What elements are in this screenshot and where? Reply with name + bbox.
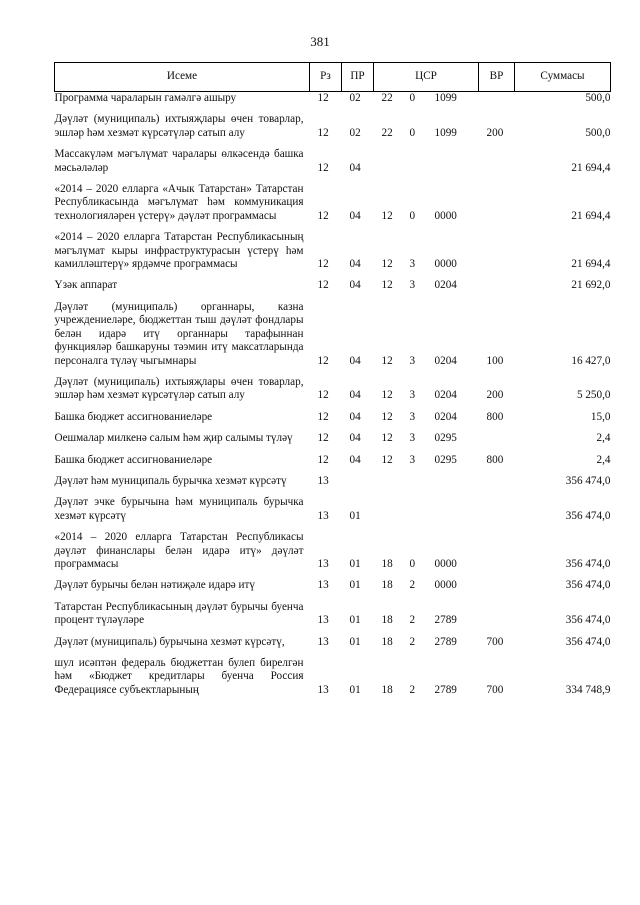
row-vr (479, 573, 515, 594)
row-rz: 12 (317, 161, 329, 174)
table-row (55, 595, 611, 630)
row-name: Башка бюджет ассигнованиеләре (54, 410, 213, 423)
row-rz: 13 (317, 683, 329, 696)
row-rz: 13 (317, 614, 329, 627)
row-sum: 21 692,0 (571, 279, 611, 292)
row-csr-1: 18 (381, 579, 393, 592)
row-name: Башка бюджет ассигнованиеләре (54, 453, 213, 466)
row-csr-2: 3 (409, 453, 416, 466)
row-csr-2: 2 (409, 614, 416, 627)
row-csr-1: 12 (381, 209, 393, 222)
row-rz: 12 (317, 410, 329, 423)
row-csr-1: 12 (381, 279, 393, 292)
row-rz: 13 (317, 579, 329, 592)
row-sum: 5 250,0 (576, 389, 611, 402)
row-pr: 04 (349, 258, 361, 271)
row-csr-2: 3 (409, 258, 416, 271)
row-csr-1: 12 (381, 410, 393, 423)
header-sum: Суммасы (515, 63, 611, 92)
row-sum: 16 427,0 (571, 354, 611, 367)
table-row (55, 107, 611, 142)
row-vr (479, 177, 515, 225)
row-vr (479, 490, 515, 525)
row-sum: 21 694,4 (571, 161, 611, 174)
row-csr-2 (402, 490, 427, 525)
table-body (55, 92, 611, 700)
row-vr: 700 (486, 683, 504, 696)
row-csr-3: 0204 (434, 279, 457, 292)
row-csr-3: 0204 (434, 410, 457, 423)
row-csr-2: 0 (409, 92, 416, 104)
row-csr-2: 2 (409, 635, 416, 648)
row-csr-3: 0204 (434, 354, 457, 367)
row-pr: 04 (349, 432, 361, 445)
row-csr-3: 0295 (434, 453, 457, 466)
row-pr: 01 (349, 579, 361, 592)
row-name: Дәүләт (муниципаль) ихтыяҗлары өчен товарлар, эшләр һәм хезмәт күрсәтүләр сатып алу (54, 375, 304, 402)
row-rz: 12 (317, 279, 329, 292)
table-row (55, 92, 611, 108)
row-name: Дәүләт (муниципаль) ихтыяҗлары өчен товарлар, эшләр һәм хезмәт күрсәтүләр сатып алу (54, 113, 304, 139)
table-row (55, 573, 611, 594)
row-sum: 356 474,0 (565, 635, 611, 648)
row-csr-1: 12 (381, 354, 393, 367)
row-rz: 12 (317, 389, 329, 402)
row-vr (479, 469, 515, 490)
row-rz: 13 (317, 635, 329, 648)
row-rz: 12 (317, 258, 329, 271)
row-name: Массакүләм мәгълүмат чаралары өлкәсендә башка мәсьәләләр (54, 148, 304, 174)
row-rz: 13 (317, 509, 329, 522)
row-rz: 12 (317, 432, 329, 445)
table-row (55, 370, 611, 405)
row-pr: 02 (349, 126, 361, 139)
row-pr (342, 469, 374, 490)
row-csr-3: 0295 (434, 432, 457, 445)
table-row (55, 426, 611, 447)
table-row (55, 405, 611, 426)
row-vr: 800 (486, 410, 504, 423)
row-csr-1: 18 (381, 635, 393, 648)
row-name: шул исәптән федераль бюджеттан булеп бирелгән һәм «Бюджет кредитлары буенча Россия Федерациясе субъектларының (54, 657, 304, 696)
row-csr-1: 18 (381, 683, 393, 696)
row-pr: 04 (349, 161, 361, 174)
row-name: «2014 – 2020 елларга «Ачык Татарстан» Татарстан Республикасында мәгълүмат һәм коммуникация технологияләрен үстерү» дәүләт программасы (54, 183, 304, 222)
row-csr-1 (374, 469, 402, 490)
table-row (55, 490, 611, 525)
row-rz: 12 (317, 126, 329, 139)
row-pr: 04 (349, 209, 361, 222)
header-pr: ПР (342, 63, 374, 92)
row-vr: 100 (486, 354, 504, 367)
row-vr (479, 525, 515, 573)
row-pr: 01 (349, 509, 361, 522)
row-csr-3: 1099 (434, 92, 457, 104)
row-csr-3: 0000 (434, 258, 457, 271)
row-csr-2: 3 (409, 389, 416, 402)
row-pr: 04 (349, 453, 361, 466)
row-csr-2: 0 (409, 126, 416, 139)
row-rz: 12 (317, 453, 329, 466)
page-number: 381 (310, 34, 330, 49)
row-sum: 334 748,9 (565, 683, 611, 696)
row-vr (479, 273, 515, 294)
row-csr-1: 18 (381, 557, 393, 570)
table-row (55, 651, 611, 699)
row-csr-1: 12 (381, 432, 393, 445)
row-name: Программа чараларын гамәлгә ашыру (54, 92, 237, 104)
row-csr-3: 0000 (434, 557, 457, 570)
row-vr (479, 426, 515, 447)
row-vr: 700 (486, 635, 504, 648)
table-row (55, 448, 611, 469)
row-vr: 200 (486, 389, 504, 402)
row-csr-2: 3 (409, 410, 416, 423)
row-name: Дәүләт бурычы белән нәтиҗәле идарә итү (54, 579, 256, 592)
row-csr-1: 12 (381, 453, 393, 466)
row-vr (479, 142, 515, 177)
row-pr: 01 (349, 683, 361, 696)
row-sum: 356 474,0 (565, 474, 611, 487)
row-pr: 01 (349, 557, 361, 570)
row-sum: 500,0 (585, 126, 611, 139)
row-sum: 356 474,0 (565, 579, 611, 592)
row-name: Дәүләт эчке бурычына һәм муниципаль бурычка хезмәт күрсәтү (54, 496, 304, 522)
header-name: Исеме (55, 63, 310, 92)
row-rz: 13 (317, 474, 329, 487)
table-row (55, 295, 611, 370)
row-rz: 13 (317, 557, 329, 570)
table-row (55, 273, 611, 294)
row-vr: 800 (486, 453, 504, 466)
row-csr-2: 0 (409, 557, 416, 570)
row-sum: 15,0 (590, 410, 611, 423)
row-pr: 04 (349, 410, 361, 423)
row-csr-2: 3 (409, 354, 416, 367)
row-sum: 2,4 (596, 453, 611, 466)
row-name: Дәүләт (муниципаль) органнары, казна учреждениеләре, бюджеттан тыш дәүләт фондлары белән идарә итү органнары тарафыннан функцияләр башкаруны тәэмин итү максатларында персоналга түләү чыгымнары (54, 300, 304, 367)
row-vr (479, 92, 515, 108)
row-csr-2: 0 (409, 209, 416, 222)
row-sum: 356 474,0 (565, 509, 611, 522)
row-csr-1: 12 (381, 389, 393, 402)
row-pr: 02 (349, 92, 361, 104)
row-sum: 21 694,4 (571, 209, 611, 222)
row-csr-2 (402, 469, 427, 490)
row-rz: 12 (317, 354, 329, 367)
row-csr-2: 2 (409, 579, 416, 592)
row-csr-2: 2 (409, 683, 416, 696)
row-csr-1: 22 (381, 92, 393, 104)
row-pr: 04 (349, 354, 361, 367)
table-row (55, 225, 611, 273)
row-csr-3: 0204 (434, 389, 457, 402)
row-pr: 04 (349, 389, 361, 402)
row-csr-3: 0000 (434, 579, 457, 592)
table-row (55, 142, 611, 177)
row-sum: 2,4 (596, 432, 611, 445)
header-csr: ЦСР (374, 63, 479, 92)
row-sum: 356 474,0 (565, 557, 611, 570)
header-vr: ВР (479, 63, 515, 92)
row-csr-1 (374, 490, 402, 525)
row-name: «2014 – 2020 елларга Татарстан Республикасы дәүләт финанслары белән идарә итү» дәүләт программасы (54, 531, 304, 570)
table-header-row (55, 63, 611, 92)
row-csr-1 (374, 142, 402, 177)
row-csr-3: 1099 (434, 126, 457, 139)
row-csr-1: 18 (381, 614, 393, 627)
table-row (55, 177, 611, 225)
row-name: Дәүләт (муниципаль) бурычына хезмәт күрсәтү, (54, 635, 285, 648)
row-csr-2: 3 (409, 279, 416, 292)
row-csr-2: 3 (409, 432, 416, 445)
row-csr-3 (427, 490, 479, 525)
row-sum: 500,0 (585, 92, 611, 104)
row-csr-1: 22 (381, 126, 393, 139)
row-sum: 21 694,4 (571, 258, 611, 271)
row-pr: 01 (349, 614, 361, 627)
row-sum: 356 474,0 (565, 614, 611, 627)
row-csr-3: 2789 (434, 683, 457, 696)
row-csr-2 (402, 142, 427, 177)
table-row (55, 630, 611, 651)
row-name: Дәүләт һәм муниципаль бурычка хезмәт күрсәтү (54, 474, 287, 487)
row-name: Татарстан Республикасының дәүләт бурычы буенча процент түләүләре (54, 600, 304, 627)
row-rz: 12 (317, 209, 329, 222)
budget-table (54, 62, 611, 699)
header-rz: Рз (310, 63, 342, 92)
row-csr-3 (427, 142, 479, 177)
row-vr (479, 595, 515, 630)
row-csr-1: 12 (381, 258, 393, 271)
row-pr: 01 (349, 635, 361, 648)
row-csr-3 (427, 469, 479, 490)
row-name: Оешмалар милкенә салым һәм җир салымы түләү (54, 432, 293, 445)
table-row (55, 469, 611, 490)
row-csr-3: 0000 (434, 209, 457, 222)
row-pr: 04 (349, 279, 361, 292)
table-row (55, 525, 611, 573)
row-csr-3: 2789 (434, 614, 457, 627)
row-vr: 200 (486, 126, 504, 139)
row-csr-3: 2789 (434, 635, 457, 648)
row-rz: 12 (317, 92, 329, 104)
row-vr (479, 225, 515, 273)
row-name: «2014 – 2020 елларга Татарстан Республикасының мәгълүмат кыры инфраструктурасын үстерү һәм камилләштерү» ярдәмче программасы (54, 231, 304, 271)
row-name: Үзәк аппарат (54, 279, 118, 292)
